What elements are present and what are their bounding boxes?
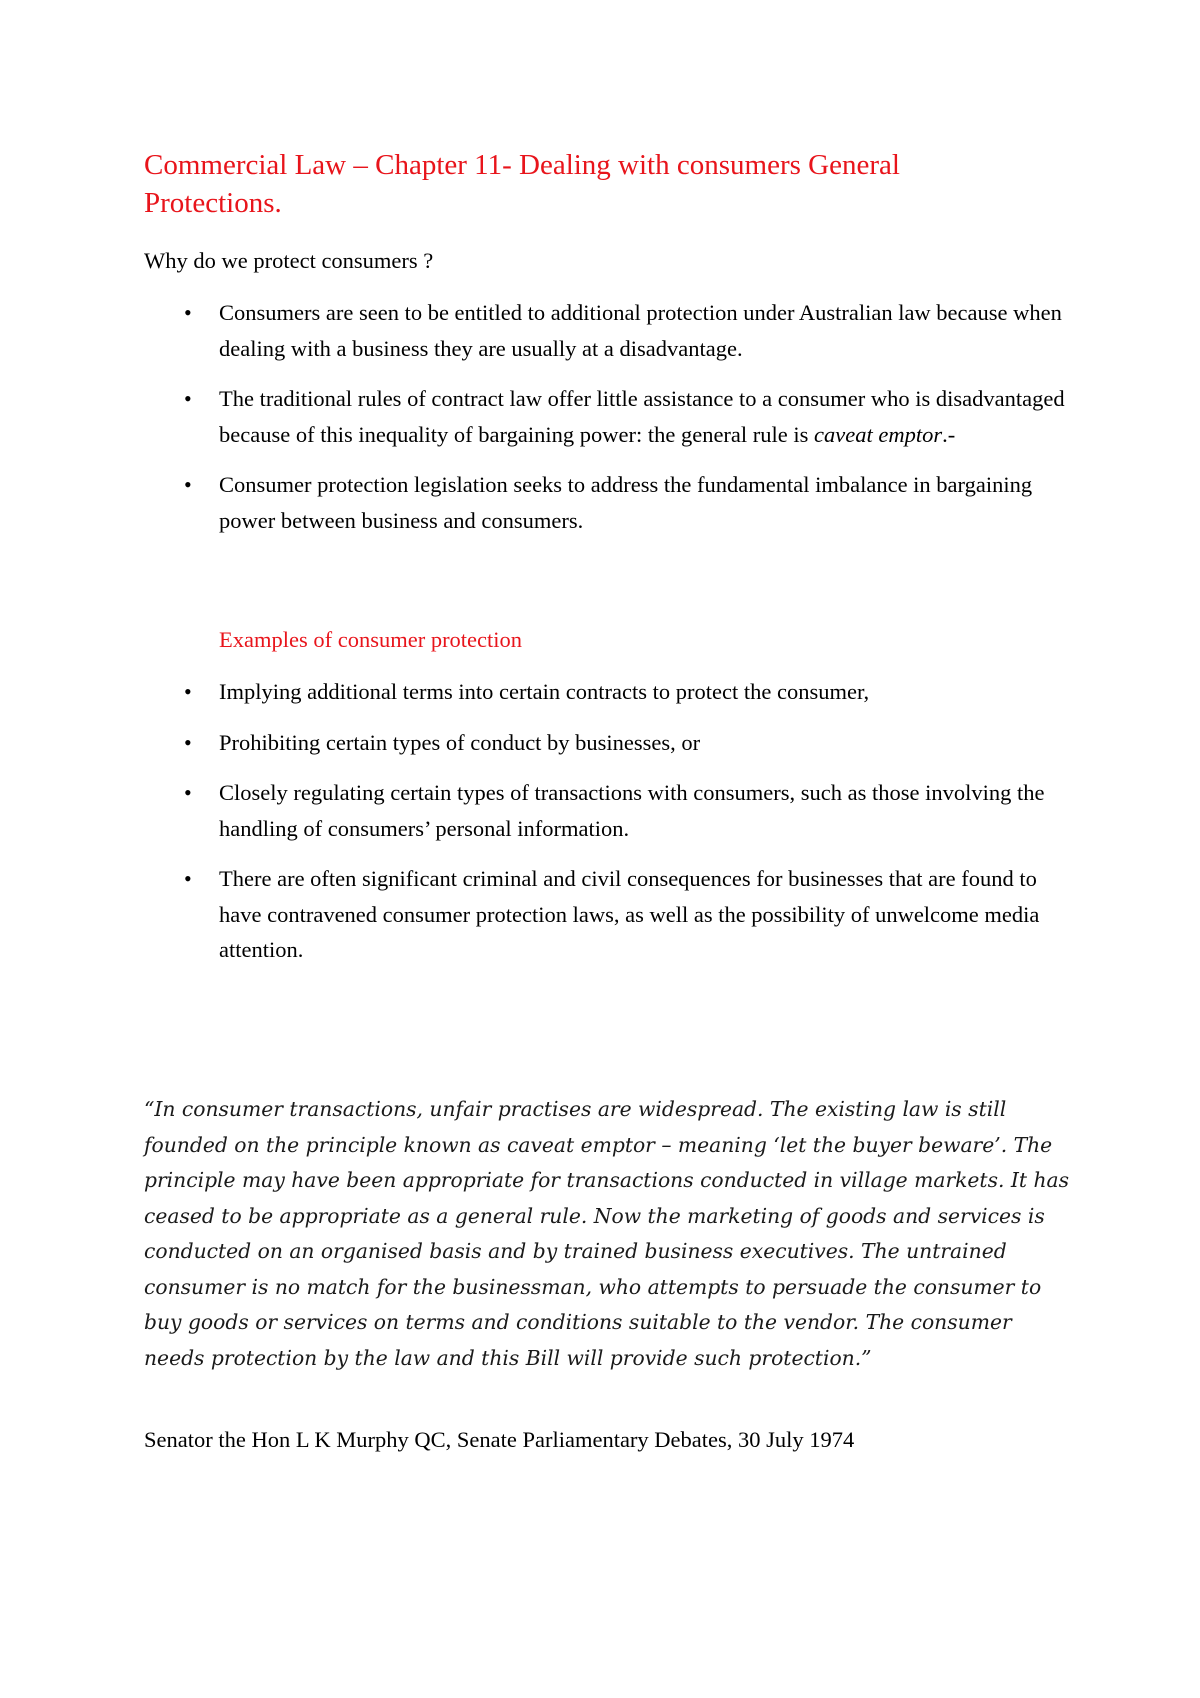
document-title: Commercial Law – Chapter 11- Dealing with consumers General Protections. <box>144 149 900 219</box>
list-item-text: Closely regulating certain types of transactions with consumers, such as those involving the handling of consumers’ personal information. <box>219 780 1045 841</box>
list-item <box>144 295 1084 366</box>
reasons-list <box>144 295 1084 553</box>
list-item <box>144 861 1084 968</box>
quote-attribution: Senator the Hon L K Murphy QC, Senate Parliamentary Debates, 30 July 1974 <box>144 1427 855 1452</box>
bullet-icon: • <box>184 780 192 805</box>
bullet-icon: • <box>184 386 192 411</box>
list-item-text: There are often significant criminal and civil consequences for businesses that are found to have contravened consumer protection laws, as well as the possibility of unwelcome media attention. <box>219 866 1040 962</box>
bullet-icon: • <box>184 679 192 704</box>
list-item <box>144 725 1084 761</box>
bullet-icon: • <box>184 300 192 325</box>
list-item-text: Implying additional terms into certain contracts to protect the consumer, <box>219 679 870 704</box>
block-quote: “In consumer transactions, unfair practises are widespread. The existing law is still founded on the principle known as caveat emptor – meaning ‘let the buyer beware’. The principle may have been appropriate for transactions conducted in village markets. It has ceased to be appropriate as a general rule. Now the marketing of goods and services is conducted on an organised basis and by trained business executives. The untrained consumer is no match for the businessman, who attempts to persuade the consumer to buy goods or services on terms and conditions suitable to the vendor. The consumer needs protection by the law and this Bill will provide such protection.” <box>144 1097 1070 1370</box>
list-item-suffix: .- <box>942 421 956 447</box>
examples-heading: Examples of consumer protection <box>219 627 523 652</box>
bullet-icon: • <box>184 472 192 497</box>
bullet-icon: • <box>184 729 192 755</box>
list-item <box>144 775 1084 846</box>
list-item-text: Prohibiting certain types of conduct by businesses, or <box>219 729 701 755</box>
section-question: Why do we protect consumers ? <box>144 248 434 273</box>
list-item-text: Consumers are seen to be entitled to additional protection under Australian law because when dealing with a business they are usually at a disadvantage. <box>219 300 1062 361</box>
list-item <box>144 467 1084 538</box>
bullet-icon: • <box>184 866 192 891</box>
list-item <box>144 674 1084 710</box>
list-item-text: The traditional rules of contract law offer little assistance to a consumer who is disadvantaged because of this inequality of bargaining power: the general rule is <box>219 386 1065 447</box>
list-item <box>144 381 1084 452</box>
latin-term: caveat emptor <box>814 421 943 447</box>
list-item-text: Consumer protection legislation seeks to address the fundamental imbalance in bargaining power between business and consumers. <box>219 472 1033 533</box>
examples-list <box>144 674 1084 983</box>
